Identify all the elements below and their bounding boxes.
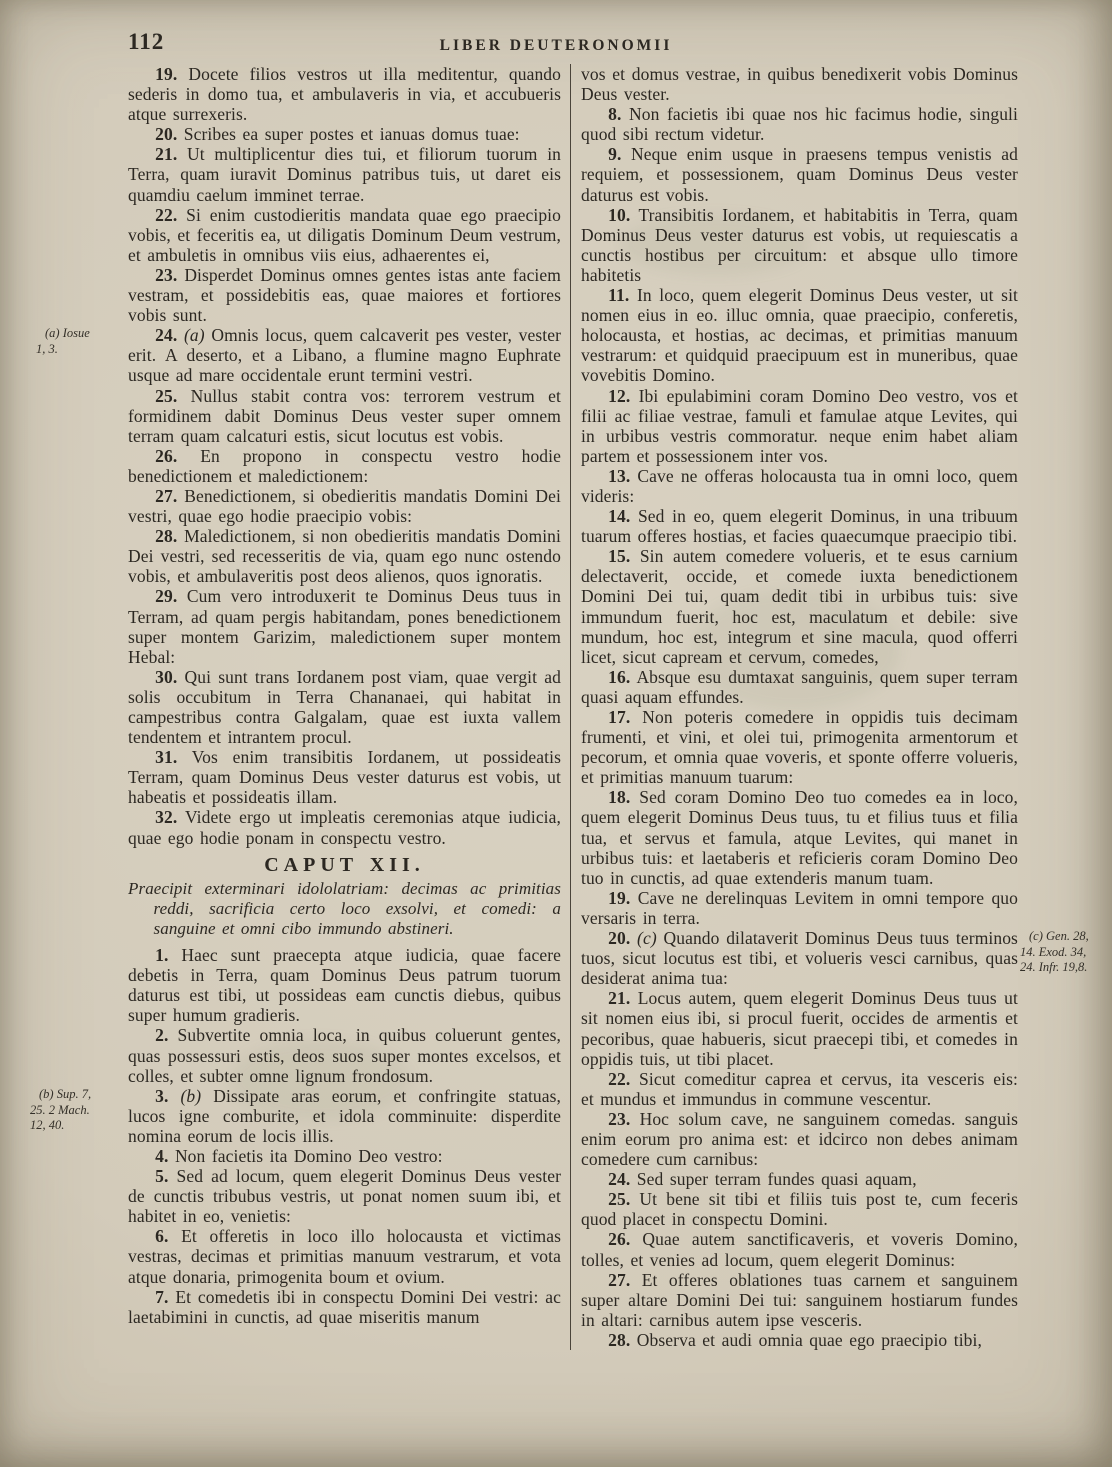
verse-paragraph: 14. Sed in eo, quem elegerit Dominus, in una tribuum tuarum offeres hostias, et facies quaecumque praecipio tibi. [581,506,1018,547]
verse-number: 26. [155,445,178,466]
left-column [128,64,571,1350]
verse-number: 23. [608,1108,631,1129]
verse-number: 25. [608,1189,631,1210]
margin-note-line: (b) Sup. 7, [39,1087,92,1101]
verse-paragraph: 11. In loco, quem elegerit Dominus Deus vester, ut sit nomen eius in eo. illuc omnia, quae praecipio, conferetis, holocausta, et hostias, ac decimas, et primitias manuum vestrarum: et quidquid praecipuum est in muneribus, quae vovebitis Domino. [581,285,1018,386]
verse-paragraph: 3. (b) Dissipate aras eorum, et confringite statuas, lucos igne comburite, et idola comminuite: disperdite nomina eorum de locis illis. [128,1085,562,1146]
verse-number: 21. [155,144,178,165]
verse-paragraph: 27. Et offeres oblationes tuas carnem et sanguinem super altare Domini Dei tui: sanguinem hostiarum fundes in altari: carnibus autem ipse vesceris. [581,1269,1018,1330]
verse-paragraph: 22. Sicut comeditur caprea et cervus, ita vesceris eis: et mundus et immundus in commune vescentur. [581,1068,1018,1109]
verse-paragraph: 27. Benedictionem, si obedieritis mandatis Domini Dei vestri, quae ego hodie praecipio vobis: [128,485,561,527]
verse-number: 23. [155,264,178,285]
verse-number: 28. [608,1329,631,1350]
verse-number: 3. [155,1085,169,1106]
verse-number: 10. [608,204,631,225]
verse-paragraph: 5. Sed ad locum, quem elegerit Dominus Deus vester de cunctis tribubus vestris, ut ponat nomen suum ibi, et habitet in eo, venietis: [128,1166,561,1227]
verse-number: 18. [608,787,631,808]
verse-paragraph: 20. Scribes ea super postes et ianuas domus tuae: [155,124,520,145]
verse-number: 14. [608,506,631,527]
verse-paragraph: 19. Cave ne derelinquas Levitem in omni tempore quo versaris in terra. [581,887,1018,928]
page-number: 112 [128,29,165,54]
verse-paragraph: 30. Qui sunt trans Iordanem post viam, quae vergit ad solis occubitum in Terra Chananaei, qui habitat in campestribus contra Galgalam, quae est iuxta vallem tendentem et intrantem procul. [128,666,561,748]
margin-note-line: (c) Gen. 28, [1029,929,1089,943]
verse-number: 16. [608,666,631,687]
verse-paragraph: 25. Ut bene sit tibi et filiis tuis post te, cum feceris quod placet in conspectu Domini. [581,1189,1018,1230]
verse-number: 22. [608,1068,631,1089]
margin-note-line: 24. Infr. 19,8. [1020,960,1088,974]
verse-number: 25. [155,385,178,406]
verse-paragraph: 21. Ut multiplicentur dies tui, et filiorum tuorum in Terra, quam iuravit Dominus patribus tuis, ut daret eis quamdiu caelum imminet terrae. [128,144,562,205]
verse-paragraph: 8. Non facietis ibi quae nos hic facimus hodie, singuli quod sibi rectum videtur. [581,104,1018,145]
verse-paragraph: 23. Hoc solum cave, ne sanguinem comedas. sanguis enim eorum pro anima est: et idcirco non debes animam comedere cum carnibus: [581,1108,1018,1170]
verse-paragraph: 24. (a) Omnis locus, quem calcaverit pes vester, vester erit. A deserto, et a Libano, a flumine magno Euphrate usque ad mare occidentale erunt termini vestri. [128,325,562,386]
verse-paragraph: 10. Transibitis Iordanem, et habitabitis in Terra, quam Dominus Deus vester daturus est vobis, ut requiescatis a cunctis hostibus per circuitum: et absque ullo timore habitetis [581,204,1018,285]
margin-note-line: 1, 3. [36,341,58,356]
verse-paragraph: 28. Maledictionem, si non obedieritis mandatis Domini Dei vestri, sed recesseritis de via, quam ego nunc ostendo vobis, et ambulaveritis post deos alienos, quos ignoratis. [128,526,561,587]
verse-number: 30. [155,666,178,687]
footnote-ref: (c) [637,928,657,949]
verse-number: 19. [608,887,631,908]
verse-number: 15. [608,546,631,567]
verse-number: 27. [155,485,178,506]
verse-paragraph: 26. En propono in conspectu vestro hodie benedictionem et maledictionem: [128,445,561,486]
verse-number: 4. [155,1145,169,1166]
margin-note-c [1020,929,1112,976]
verse-paragraph: 25. Nullus stabit contra vos: terrorem vestrum et formidinem dabit Dominus Deus vester super omnem terram quam calcaturi estis, sicut locutus est vobis. [128,385,561,446]
verse-paragraph: 1. Haec sunt praecepta atque iudicia, quae facere debetis in Terra, quam Dominus Deus patrum tuorum daturus est tibi, ut possideas eam cunctis diebus, quibus super humum gradieris. [128,945,561,1026]
verse-paragraph: 20. (c) Quando dilataverit Dominus Deus tuus terminos tuos, sicut locutus est tibi, et volueris vesci carnibus, quas desiderat anima tua: [581,928,1018,989]
verse-number: 7. [155,1286,169,1307]
verse-number: 27. [608,1269,631,1290]
verse-number: 32. [155,807,178,828]
verse-number: 31. [155,747,178,768]
right-column [571,64,1018,1350]
running-title: LIBER DEUTERONOMII [439,37,673,54]
verse-number: 22. [155,204,178,225]
chapter-summary: Praecipit exterminari idololatriam: decimas ac primitias reddi, sacrificia certo loco exsolvi, et comedi: a sanguine et omni cibo immundo abstineri. [128,878,561,938]
footnote-ref: (b) [180,1085,202,1106]
margin-note-b [30,1087,124,1134]
verse-paragraph: 4. Non facietis ita Domino Deo vestro: [155,1145,443,1166]
verse-number: 2. [155,1025,169,1046]
verse-number: 26. [608,1229,631,1250]
verse-paragraph: 23. Disperdet Dominus omnes gentes istas ante faciem vestram, et possidebitis eas, quae maiores et fortiores vobis sunt. [128,264,561,326]
verse-paragraph: 24. Sed super terram fundes quasi aquam, [608,1169,917,1190]
verse-number: 20. [608,928,631,949]
verse-paragraph: 29. Cum vero introduxerit te Dominus Deus tuus in Terram, ad quam pergis habitandam, pones benedictionem super montem Garizim, maledictionem super montem Hebal: [128,586,561,667]
verse-number: 29. [155,586,178,607]
verse-number: 12. [608,385,631,406]
verse-number: 9. [608,144,622,165]
verse-number: 20. [155,124,178,145]
verse-paragraph: 22. Si enim custodieritis mandata quae ego praecipio vobis, et feceritis ea, ut diligatis Dominum Deum vestrum, et ambuletis in omnibus viis eius, adhaerentes ei, [128,204,561,265]
verse-paragraph: 2. Subvertite omnia loca, in quibus coluerunt gentes, quas possessuri estis, deos suos super montes excelsos, et colles, et subter omne lignum frondosum. [128,1025,561,1086]
margin-note-a [36,326,126,357]
text-columns [128,64,1018,1350]
chapter-heading: CAPUT XII. [264,853,425,876]
verse-number: 5. [155,1166,169,1187]
verse-paragraph: 12. Ibi epulabimini coram Domino Deo vestro, vos et filii ac filiae vestrae, famuli et famulae atque Levites, qui in urbibus vestris commoratur. neque enim habet aliam partem et possessionem inter vos. [581,385,1018,466]
verse-number: 19. [155,64,178,84]
verse-paragraph: 32. Videte ergo ut impleatis ceremonias atque iudicia, quae ego hodie ponam in conspectu vestro. [128,807,561,848]
verse-paragraph: 18. Sed coram Domino Deo tuo comedes ea in loco, quem elegerit Dominus Deus tuus, tu et filius tuus et filia tua, et servus et famula, atque Levites, qui manet in urbibus tuis: et laetaberis et reficieris coram Domino Deo tuo in cunctis, ad quae extenderis manum tuam. [581,787,1018,888]
margin-note-line: 12, 40. [30,1118,65,1132]
verse-number: 6. [155,1226,169,1247]
verse-number: 13. [608,465,631,486]
verse-continuation: vos et domus vestrae, in quibus benedixerit vobis Dominus Deus vester. [581,64,1018,105]
verse-paragraph: 31. Vos enim transibitis Iordanem, ut possideatis Terram, quam Dominus Deus vester daturus est vobis, ut habeatis et possideatis illam. [128,747,561,808]
verse-number: 24. [155,325,178,346]
verse-paragraph: 15. Sin autem comedere volueris, et te esus carnium delectaverit, occide, et comede iuxta benedictionem Domini Dei tui, quam dedit tibi in urbibus tuis: sive immundum fuerit, hoc est, maculatum et debile: sive mundum, hoc est, integrum et sine macula, quod offerri licet, sicut capream et cervum, comedes, [581,546,1018,667]
margin-note-line: 25. 2 Mach. [30,1102,90,1117]
verse-paragraph: 16. Absque esu dumtaxat sanguinis, quem super terram quasi aquam effundes. [581,666,1018,707]
verse-paragraph: 26. Quae autem sanctificaveris, et voveris Domino, tolles, et venies ad locum, quem elegerit Dominus: [581,1229,1018,1270]
margin-note-line: 14. Exod. 34, [1020,944,1087,959]
verse-paragraph: 19. Docete filios vestros ut illa meditentur, quando sederis in domo tua, et ambulaveris in via, et accubueris atque surrexeris. [128,64,561,125]
verse-paragraph: 6. Et offeretis in loco illo holocausta et victimas vestras, decimas et primitias manuum vestrarum, et vota atque donaria, primogenita boum et ovium. [128,1226,561,1287]
verse-number: 21. [608,988,631,1009]
verse-number: 28. [155,526,178,547]
verse-paragraph: 7. Et comedetis ibi in conspectu Domini Dei vestri: ac laetabimini in cunctis, ad quae miseritis manum [128,1286,561,1327]
verse-number: 17. [608,707,631,727]
verse-paragraph: 21. Locus autem, quem elegerit Dominus Deus tuus ut sit nomen eius ibi, si procul fuerit, occides de armentis et pecoribus, quae habueris, sicut praecepi tibi, et comedes in oppidis tuis, ut tibi placet. [581,988,1018,1069]
verse-number: 11. [608,285,630,306]
verse-number: 8. [608,104,622,125]
verse-paragraph: 13. Cave ne offeras holocausta tua in omni loco, quem videris: [581,465,1018,506]
verse-number: 24. [608,1169,631,1190]
margin-note-line: (a) Iosue [45,326,90,340]
verse-paragraph: 28. Observa et audi omnia quae ego praecipio tibi, [608,1329,982,1350]
verse-paragraph: 9. Neque enim usque in praesens tempus venistis ad requiem, et possessionem, quam Dominus Deus vester daturus est vobis. [581,144,1018,205]
footnote-ref: (a) [184,325,205,346]
verse-paragraph: 17. Non poteris comedere in oppidis tuis decimam frumenti, et vini, et olei tui, primogenita armentorum et pecorum, et omnia quae voveris, et sponte offerre volueris, et primitias manuum tuarum: [581,707,1018,788]
verse-number: 1. [155,945,169,966]
